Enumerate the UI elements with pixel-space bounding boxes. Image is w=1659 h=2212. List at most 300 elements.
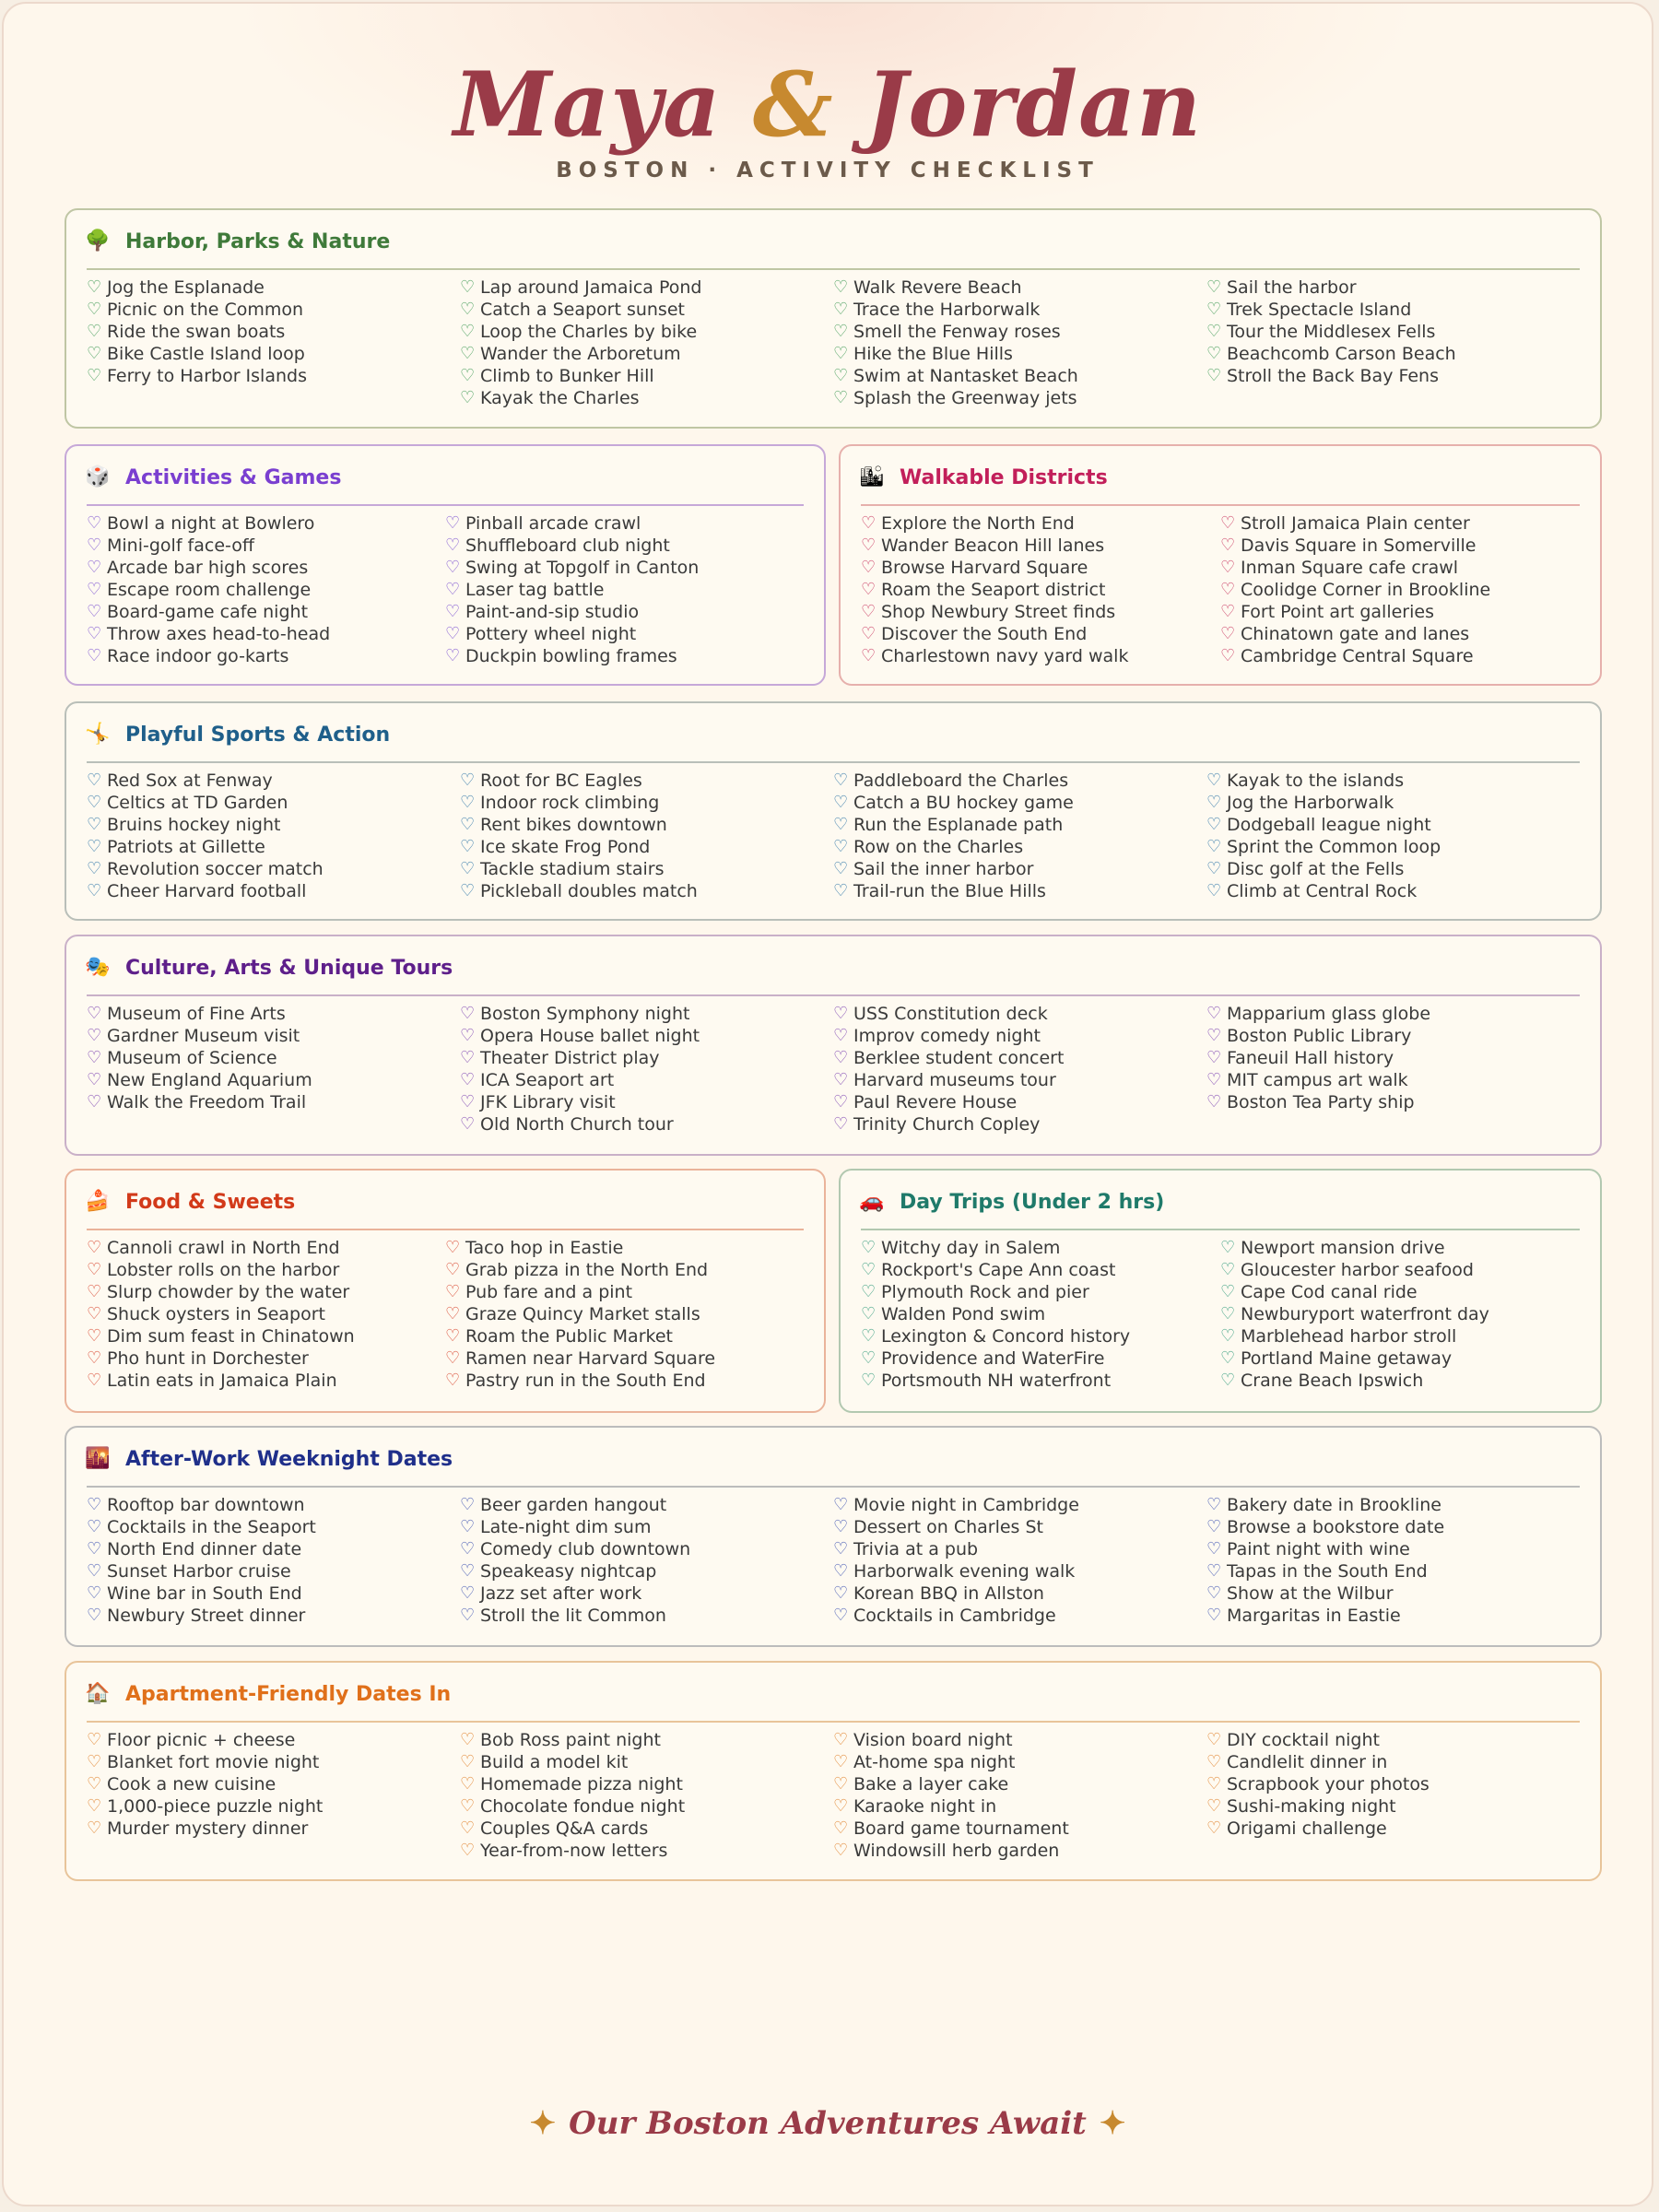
heart-checkbox-icon[interactable]: ♡: [460, 366, 476, 385]
checklist-item[interactable]: [833, 792, 1206, 814]
checklist-item[interactable]: [460, 770, 833, 792]
checklist-item[interactable]: [833, 299, 1206, 321]
checklist-item[interactable]: [833, 1113, 1206, 1135]
checklist-item[interactable]: [833, 1003, 1206, 1025]
checklist-item[interactable]: [87, 601, 445, 623]
heart-checkbox-icon[interactable]: ♡: [87, 1238, 102, 1257]
checklist-item[interactable]: [833, 1047, 1206, 1069]
heart-checkbox-icon[interactable]: ♡: [1220, 580, 1236, 599]
heart-checkbox-icon[interactable]: ♡: [1206, 771, 1222, 790]
heart-checkbox-icon[interactable]: ♡: [460, 1730, 476, 1749]
heart-checkbox-icon[interactable]: ♡: [1206, 1070, 1222, 1089]
checklist-item[interactable]: [861, 601, 1220, 623]
heart-checkbox-icon[interactable]: ♡: [1220, 1304, 1236, 1324]
checklist-item[interactable]: [460, 880, 833, 902]
checklist-item[interactable]: [1206, 299, 1580, 321]
heart-checkbox-icon[interactable]: ♡: [87, 881, 102, 900]
checklist-item[interactable]: [833, 343, 1206, 365]
heart-checkbox-icon[interactable]: ♡: [861, 602, 877, 621]
checklist-item[interactable]: [833, 770, 1206, 792]
checklist-item[interactable]: [460, 276, 833, 299]
heart-checkbox-icon[interactable]: ♡: [1220, 535, 1236, 555]
checklist-item[interactable]: [1206, 1091, 1580, 1113]
heart-checkbox-icon[interactable]: ♡: [460, 1114, 476, 1134]
heart-checkbox-icon[interactable]: ♡: [861, 1282, 877, 1301]
heart-checkbox-icon[interactable]: ♡: [1220, 1282, 1236, 1301]
heart-checkbox-icon[interactable]: ♡: [861, 1304, 877, 1324]
heart-checkbox-icon[interactable]: ♡: [861, 646, 877, 665]
checklist-item[interactable]: [1206, 1795, 1580, 1818]
heart-checkbox-icon[interactable]: ♡: [460, 1606, 476, 1625]
checklist-item[interactable]: [87, 1370, 445, 1392]
checklist-item[interactable]: [87, 836, 460, 858]
heart-checkbox-icon[interactable]: ♡: [87, 1371, 102, 1390]
checklist-item[interactable]: [460, 1583, 833, 1605]
heart-checkbox-icon[interactable]: ♡: [87, 771, 102, 790]
heart-checkbox-icon[interactable]: ♡: [1206, 1796, 1222, 1816]
checklist-item[interactable]: [1220, 1325, 1580, 1347]
checklist-item[interactable]: [87, 1237, 445, 1259]
heart-checkbox-icon[interactable]: ♡: [460, 793, 476, 812]
heart-checkbox-icon[interactable]: ♡: [87, 1495, 102, 1514]
checklist-item[interactable]: [1220, 1370, 1580, 1392]
heart-checkbox-icon[interactable]: ♡: [1206, 300, 1222, 319]
checklist-item[interactable]: [87, 535, 445, 557]
heart-checkbox-icon[interactable]: ♡: [833, 1114, 849, 1134]
checklist-item[interactable]: [460, 1025, 833, 1047]
heart-checkbox-icon[interactable]: ♡: [1206, 1606, 1222, 1625]
heart-checkbox-icon[interactable]: ♡: [833, 815, 849, 834]
heart-checkbox-icon[interactable]: ♡: [1206, 815, 1222, 834]
checklist-item[interactable]: [87, 1091, 460, 1113]
checklist-item[interactable]: [460, 1113, 833, 1135]
heart-checkbox-icon[interactable]: ♡: [445, 646, 461, 665]
heart-checkbox-icon[interactable]: ♡: [87, 837, 102, 856]
checklist-item[interactable]: [87, 1494, 460, 1516]
heart-checkbox-icon[interactable]: ♡: [833, 1026, 849, 1045]
heart-checkbox-icon[interactable]: ♡: [460, 1517, 476, 1536]
checklist-item[interactable]: [1220, 557, 1580, 579]
checklist-item[interactable]: [87, 792, 460, 814]
checklist-item[interactable]: [445, 557, 804, 579]
heart-checkbox-icon[interactable]: ♡: [87, 1070, 102, 1089]
heart-checkbox-icon[interactable]: ♡: [87, 1583, 102, 1603]
checklist-item[interactable]: [87, 321, 460, 343]
checklist-item[interactable]: [445, 1325, 804, 1347]
checklist-item[interactable]: [1206, 1818, 1580, 1840]
checklist-item[interactable]: [833, 1729, 1206, 1751]
heart-checkbox-icon[interactable]: ♡: [87, 513, 102, 533]
heart-checkbox-icon[interactable]: ♡: [1220, 646, 1236, 665]
heart-checkbox-icon[interactable]: ♡: [460, 388, 476, 407]
heart-checkbox-icon[interactable]: ♡: [445, 624, 461, 643]
checklist-item[interactable]: [833, 1583, 1206, 1605]
checklist-item[interactable]: [833, 1773, 1206, 1795]
checklist-item[interactable]: [87, 1047, 460, 1069]
checklist-item[interactable]: [1206, 1003, 1580, 1025]
checklist-item[interactable]: [460, 1729, 833, 1751]
heart-checkbox-icon[interactable]: ♡: [460, 1774, 476, 1794]
heart-checkbox-icon[interactable]: ♡: [833, 1517, 849, 1536]
heart-checkbox-icon[interactable]: ♡: [833, 881, 849, 900]
checklist-item[interactable]: [460, 1605, 833, 1627]
checklist-item[interactable]: [87, 1516, 460, 1538]
checklist-item[interactable]: [1206, 1494, 1580, 1516]
checklist-item[interactable]: [460, 858, 833, 880]
heart-checkbox-icon[interactable]: ♡: [87, 1092, 102, 1112]
checklist-item[interactable]: [87, 557, 445, 579]
checklist-item[interactable]: [445, 645, 804, 667]
checklist-item[interactable]: [87, 1069, 460, 1091]
heart-checkbox-icon[interactable]: ♡: [460, 837, 476, 856]
checklist-item[interactable]: [460, 1795, 833, 1818]
checklist-item[interactable]: [460, 1516, 833, 1538]
checklist-item[interactable]: [87, 1605, 460, 1627]
checklist-item[interactable]: [861, 1303, 1220, 1325]
heart-checkbox-icon[interactable]: ♡: [1220, 513, 1236, 533]
heart-checkbox-icon[interactable]: ♡: [1206, 1026, 1222, 1045]
checklist-item[interactable]: [445, 1370, 804, 1392]
checklist-item[interactable]: [1220, 535, 1580, 557]
heart-checkbox-icon[interactable]: ♡: [833, 300, 849, 319]
checklist-item[interactable]: [833, 1751, 1206, 1773]
checklist-item[interactable]: [87, 579, 445, 601]
heart-checkbox-icon[interactable]: ♡: [460, 1752, 476, 1771]
heart-checkbox-icon[interactable]: ♡: [1206, 1730, 1222, 1749]
checklist-item[interactable]: [1206, 1047, 1580, 1069]
checklist-item[interactable]: [1220, 1259, 1580, 1281]
heart-checkbox-icon[interactable]: ♡: [460, 1026, 476, 1045]
checklist-item[interactable]: [1220, 623, 1580, 645]
checklist-item[interactable]: [445, 1281, 804, 1303]
checklist-item[interactable]: [87, 343, 460, 365]
checklist-item[interactable]: [1220, 1303, 1580, 1325]
heart-checkbox-icon[interactable]: ♡: [87, 1561, 102, 1581]
heart-checkbox-icon[interactable]: ♡: [460, 1818, 476, 1838]
checklist-item[interactable]: [1206, 1025, 1580, 1047]
checklist-item[interactable]: [833, 1069, 1206, 1091]
checklist-item[interactable]: [861, 1237, 1220, 1259]
heart-checkbox-icon[interactable]: ♡: [87, 815, 102, 834]
heart-checkbox-icon[interactable]: ♡: [861, 513, 877, 533]
checklist-item[interactable]: [1206, 276, 1580, 299]
checklist-item[interactable]: [87, 1003, 460, 1025]
checklist-item[interactable]: [833, 814, 1206, 836]
heart-checkbox-icon[interactable]: ♡: [87, 1606, 102, 1625]
heart-checkbox-icon[interactable]: ♡: [1206, 1583, 1222, 1603]
checklist-item[interactable]: [87, 1303, 445, 1325]
checklist-item[interactable]: [833, 1560, 1206, 1583]
checklist-item[interactable]: [833, 880, 1206, 902]
checklist-item[interactable]: [87, 645, 445, 667]
checklist-item[interactable]: [833, 365, 1206, 387]
heart-checkbox-icon[interactable]: ♡: [87, 1539, 102, 1559]
checklist-item[interactable]: [460, 321, 833, 343]
heart-checkbox-icon[interactable]: ♡: [1220, 1260, 1236, 1279]
checklist-item[interactable]: [87, 814, 460, 836]
heart-checkbox-icon[interactable]: ♡: [861, 624, 877, 643]
heart-checkbox-icon[interactable]: ♡: [460, 1048, 476, 1067]
heart-checkbox-icon[interactable]: ♡: [833, 793, 849, 812]
heart-checkbox-icon[interactable]: ♡: [1206, 1752, 1222, 1771]
checklist-item[interactable]: [833, 858, 1206, 880]
heart-checkbox-icon[interactable]: ♡: [833, 1539, 849, 1559]
heart-checkbox-icon[interactable]: ♡: [861, 558, 877, 577]
heart-checkbox-icon[interactable]: ♡: [833, 322, 849, 341]
checklist-item[interactable]: [87, 1795, 460, 1818]
heart-checkbox-icon[interactable]: ♡: [445, 1260, 461, 1279]
checklist-item[interactable]: [87, 276, 460, 299]
heart-checkbox-icon[interactable]: ♡: [833, 1730, 849, 1749]
checklist-item[interactable]: [833, 1538, 1206, 1560]
checklist-item[interactable]: [833, 1818, 1206, 1840]
heart-checkbox-icon[interactable]: ♡: [1206, 1092, 1222, 1112]
heart-checkbox-icon[interactable]: ♡: [1206, 793, 1222, 812]
checklist-item[interactable]: [460, 1003, 833, 1025]
heart-checkbox-icon[interactable]: ♡: [445, 1304, 461, 1324]
checklist-item[interactable]: [833, 387, 1206, 409]
heart-checkbox-icon[interactable]: ♡: [460, 300, 476, 319]
heart-checkbox-icon[interactable]: ♡: [1220, 1326, 1236, 1346]
heart-checkbox-icon[interactable]: ♡: [861, 535, 877, 555]
heart-checkbox-icon[interactable]: ♡: [87, 1796, 102, 1816]
checklist-item[interactable]: [1220, 601, 1580, 623]
checklist-item[interactable]: [87, 623, 445, 645]
checklist-item[interactable]: [445, 1303, 804, 1325]
checklist-item[interactable]: [1220, 579, 1580, 601]
heart-checkbox-icon[interactable]: ♡: [833, 1818, 849, 1838]
checklist-item[interactable]: [87, 1818, 460, 1840]
checklist-item[interactable]: [445, 512, 804, 535]
checklist-item[interactable]: [1206, 1751, 1580, 1773]
heart-checkbox-icon[interactable]: ♡: [833, 1583, 849, 1603]
heart-checkbox-icon[interactable]: ♡: [833, 837, 849, 856]
heart-checkbox-icon[interactable]: ♡: [1206, 1004, 1222, 1023]
heart-checkbox-icon[interactable]: ♡: [1220, 602, 1236, 621]
heart-checkbox-icon[interactable]: ♡: [445, 1238, 461, 1257]
heart-checkbox-icon[interactable]: ♡: [445, 535, 461, 555]
checklist-item[interactable]: [833, 321, 1206, 343]
checklist-item[interactable]: [1206, 1516, 1580, 1538]
heart-checkbox-icon[interactable]: ♡: [87, 602, 102, 621]
heart-checkbox-icon[interactable]: ♡: [833, 1004, 849, 1023]
checklist-item[interactable]: [87, 1751, 460, 1773]
checklist-item[interactable]: [460, 1538, 833, 1560]
heart-checkbox-icon[interactable]: ♡: [861, 1348, 877, 1368]
heart-checkbox-icon[interactable]: ♡: [87, 1326, 102, 1346]
checklist-item[interactable]: [460, 1069, 833, 1091]
heart-checkbox-icon[interactable]: ♡: [460, 1092, 476, 1112]
heart-checkbox-icon[interactable]: ♡: [460, 1004, 476, 1023]
checklist-item[interactable]: [833, 1795, 1206, 1818]
heart-checkbox-icon[interactable]: ♡: [460, 1539, 476, 1559]
checklist-item[interactable]: [87, 365, 460, 387]
heart-checkbox-icon[interactable]: ♡: [460, 1841, 476, 1860]
heart-checkbox-icon[interactable]: ♡: [861, 1238, 877, 1257]
checklist-item[interactable]: [1206, 792, 1580, 814]
checklist-item[interactable]: [1206, 1605, 1580, 1627]
heart-checkbox-icon[interactable]: ♡: [1206, 837, 1222, 856]
heart-checkbox-icon[interactable]: ♡: [460, 277, 476, 297]
checklist-item[interactable]: [1206, 321, 1580, 343]
heart-checkbox-icon[interactable]: ♡: [460, 859, 476, 878]
heart-checkbox-icon[interactable]: ♡: [1220, 1238, 1236, 1257]
checklist-item[interactable]: [1206, 1729, 1580, 1751]
heart-checkbox-icon[interactable]: ♡: [445, 1326, 461, 1346]
heart-checkbox-icon[interactable]: ♡: [460, 881, 476, 900]
heart-checkbox-icon[interactable]: ♡: [460, 344, 476, 363]
checklist-item[interactable]: [833, 1025, 1206, 1047]
heart-checkbox-icon[interactable]: ♡: [833, 277, 849, 297]
checklist-item[interactable]: [460, 1773, 833, 1795]
heart-checkbox-icon[interactable]: ♡: [1206, 366, 1222, 385]
heart-checkbox-icon[interactable]: ♡: [87, 1048, 102, 1067]
heart-checkbox-icon[interactable]: ♡: [87, 1348, 102, 1368]
checklist-item[interactable]: [460, 792, 833, 814]
checklist-item[interactable]: [445, 1347, 804, 1370]
heart-checkbox-icon[interactable]: ♡: [1220, 624, 1236, 643]
checklist-item[interactable]: [833, 276, 1206, 299]
heart-checkbox-icon[interactable]: ♡: [460, 1561, 476, 1581]
checklist-item[interactable]: [87, 1281, 445, 1303]
heart-checkbox-icon[interactable]: ♡: [460, 322, 476, 341]
heart-checkbox-icon[interactable]: ♡: [87, 1304, 102, 1324]
checklist-item[interactable]: [1206, 880, 1580, 902]
checklist-item[interactable]: [833, 1840, 1206, 1862]
heart-checkbox-icon[interactable]: ♡: [87, 1818, 102, 1838]
heart-checkbox-icon[interactable]: ♡: [833, 859, 849, 878]
heart-checkbox-icon[interactable]: ♡: [1206, 344, 1222, 363]
checklist-item[interactable]: [861, 1347, 1220, 1370]
heart-checkbox-icon[interactable]: ♡: [460, 1583, 476, 1603]
heart-checkbox-icon[interactable]: ♡: [1206, 322, 1222, 341]
heart-checkbox-icon[interactable]: ♡: [1206, 1818, 1222, 1838]
checklist-item[interactable]: [1220, 645, 1580, 667]
heart-checkbox-icon[interactable]: ♡: [87, 1752, 102, 1771]
heart-checkbox-icon[interactable]: ♡: [460, 815, 476, 834]
heart-checkbox-icon[interactable]: ♡: [861, 580, 877, 599]
checklist-item[interactable]: [445, 601, 804, 623]
checklist-item[interactable]: [87, 770, 460, 792]
checklist-item[interactable]: [1220, 1281, 1580, 1303]
checklist-item[interactable]: [1220, 512, 1580, 535]
checklist-item[interactable]: [861, 512, 1220, 535]
heart-checkbox-icon[interactable]: ♡: [87, 300, 102, 319]
checklist-item[interactable]: [460, 814, 833, 836]
heart-checkbox-icon[interactable]: ♡: [833, 344, 849, 363]
checklist-item[interactable]: [833, 836, 1206, 858]
heart-checkbox-icon[interactable]: ♡: [833, 1774, 849, 1794]
heart-checkbox-icon[interactable]: ♡: [87, 1730, 102, 1749]
checklist-item[interactable]: [1206, 343, 1580, 365]
checklist-item[interactable]: [460, 365, 833, 387]
checklist-item[interactable]: [861, 1325, 1220, 1347]
heart-checkbox-icon[interactable]: ♡: [833, 1070, 849, 1089]
checklist-item[interactable]: [460, 1751, 833, 1773]
heart-checkbox-icon[interactable]: ♡: [861, 1326, 877, 1346]
checklist-item[interactable]: [87, 1025, 460, 1047]
heart-checkbox-icon[interactable]: ♡: [1206, 1539, 1222, 1559]
checklist-item[interactable]: [861, 535, 1220, 557]
checklist-item[interactable]: [445, 579, 804, 601]
checklist-item[interactable]: [460, 343, 833, 365]
heart-checkbox-icon[interactable]: ♡: [87, 366, 102, 385]
checklist-item[interactable]: [87, 1259, 445, 1281]
checklist-item[interactable]: [445, 1259, 804, 1281]
checklist-item[interactable]: [87, 1325, 445, 1347]
checklist-item[interactable]: [87, 512, 445, 535]
checklist-item[interactable]: [445, 623, 804, 645]
heart-checkbox-icon[interactable]: ♡: [87, 1774, 102, 1794]
heart-checkbox-icon[interactable]: ♡: [833, 1752, 849, 1771]
heart-checkbox-icon[interactable]: ♡: [833, 366, 849, 385]
heart-checkbox-icon[interactable]: ♡: [833, 1796, 849, 1816]
checklist-item[interactable]: [445, 535, 804, 557]
heart-checkbox-icon[interactable]: ♡: [833, 1495, 849, 1514]
heart-checkbox-icon[interactable]: ♡: [87, 624, 102, 643]
heart-checkbox-icon[interactable]: ♡: [1220, 1371, 1236, 1390]
heart-checkbox-icon[interactable]: ♡: [87, 859, 102, 878]
checklist-item[interactable]: [1220, 1237, 1580, 1259]
checklist-item[interactable]: [861, 557, 1220, 579]
heart-checkbox-icon[interactable]: ♡: [445, 513, 461, 533]
checklist-item[interactable]: [460, 299, 833, 321]
heart-checkbox-icon[interactable]: ♡: [87, 277, 102, 297]
checklist-item[interactable]: [861, 1281, 1220, 1303]
checklist-item[interactable]: [87, 1538, 460, 1560]
heart-checkbox-icon[interactable]: ♡: [833, 1561, 849, 1581]
heart-checkbox-icon[interactable]: ♡: [833, 771, 849, 790]
checklist-item[interactable]: [1206, 770, 1580, 792]
checklist-item[interactable]: [861, 1370, 1220, 1392]
heart-checkbox-icon[interactable]: ♡: [1206, 1048, 1222, 1067]
checklist-item[interactable]: [460, 1560, 833, 1583]
heart-checkbox-icon[interactable]: ♡: [1206, 1561, 1222, 1581]
checklist-item[interactable]: [87, 299, 460, 321]
heart-checkbox-icon[interactable]: ♡: [1206, 1517, 1222, 1536]
checklist-item[interactable]: [1206, 836, 1580, 858]
checklist-item[interactable]: [833, 1091, 1206, 1113]
heart-checkbox-icon[interactable]: ♡: [1206, 1774, 1222, 1794]
checklist-item[interactable]: [460, 836, 833, 858]
heart-checkbox-icon[interactable]: ♡: [87, 1517, 102, 1536]
heart-checkbox-icon[interactable]: ♡: [833, 1092, 849, 1112]
checklist-item[interactable]: [861, 645, 1220, 667]
heart-checkbox-icon[interactable]: ♡: [460, 1070, 476, 1089]
heart-checkbox-icon[interactable]: ♡: [1206, 277, 1222, 297]
heart-checkbox-icon[interactable]: ♡: [445, 1282, 461, 1301]
checklist-item[interactable]: [1206, 1560, 1580, 1583]
heart-checkbox-icon[interactable]: ♡: [833, 1048, 849, 1067]
checklist-item[interactable]: [460, 1840, 833, 1862]
checklist-item[interactable]: [87, 880, 460, 902]
checklist-item[interactable]: [861, 1259, 1220, 1281]
heart-checkbox-icon[interactable]: ♡: [833, 388, 849, 407]
checklist-item[interactable]: [1206, 1773, 1580, 1795]
checklist-item[interactable]: [1206, 1538, 1580, 1560]
heart-checkbox-icon[interactable]: ♡: [861, 1371, 877, 1390]
checklist-item[interactable]: [1206, 814, 1580, 836]
heart-checkbox-icon[interactable]: ♡: [861, 1260, 877, 1279]
checklist-item[interactable]: [87, 1583, 460, 1605]
heart-checkbox-icon[interactable]: ♡: [87, 1004, 102, 1023]
heart-checkbox-icon[interactable]: ♡: [460, 771, 476, 790]
heart-checkbox-icon[interactable]: ♡: [1220, 1348, 1236, 1368]
heart-checkbox-icon[interactable]: ♡: [1220, 558, 1236, 577]
checklist-item[interactable]: [833, 1494, 1206, 1516]
checklist-item[interactable]: [87, 1773, 460, 1795]
heart-checkbox-icon[interactable]: ♡: [87, 793, 102, 812]
